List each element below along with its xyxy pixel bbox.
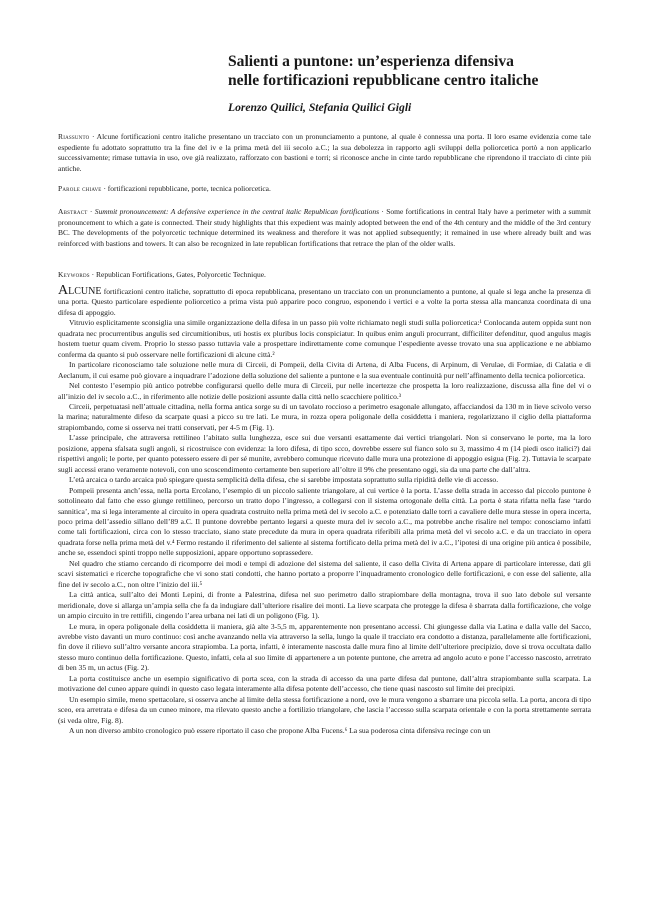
riassunto [58, 132, 591, 174]
title-line-1: Salienti a puntone: un’esperienza difensiva [228, 53, 514, 70]
paragraph-3: In particolare riconosciamo tale soluzione nelle mura di Circeii, di Pompeii, della Civita di Artena, di Alba Fucens, di Arpinum, di Verulae, di Formiae, di Calatia e di Aeclanum, il cui esame può giovare a inquadrare l’adozione della soluzione del saliente a puntone e la sua eventuale continuità pur nell’affinamento della tecnica poliorcetica. [58, 360, 591, 380]
keywords-text: · Republican Fortifications, Gates, Polyorcetic Technique. [89, 270, 266, 279]
abstract-label: Abstract [58, 207, 88, 216]
parole-chiave [58, 184, 591, 195]
authors: Lorenzo Quilici, Stefania Quilici Gigli [228, 101, 412, 114]
paragraph-11: Le mura, in opera poligonale della cosiddetta ii maniera, già alte 3-5,5 m, apparentemente non presentano accessi. Chi giungesse dalla via Latina e dalla valle del Sacco, avrebbe visto davanti un muro continuo: così anche avanzando nella via attraverso la sella, lungo la quale il tracciato era condotto a distanza, parallelamente alle fortificazioni, fin dove il rilievo sull’altro versante ancora strapiomba. La porta, infatti, è interamente nascosta dalle mura fino al limite dell’ulteriore precipizio, dove si trova occultata dallo stesso muro continuo della fortificazione. Questo, infatti, cela al suo limite di appartenere a un potente puntone, che arretra ad angolo acuto e pone l’accesso nascosto, arretrato di ben 35 m, un actus (Fig. 2). [58, 621, 591, 673]
paragraph-2: Vitruvio esplicitamente sconsiglia una simile organizzazione della difesa in un passo più volte richiamato negli studi sulla poliorcetica:¹ Conlocanda autem oppida sunt non quadrata nec procurrentibus angulis sed circumitionibus, uti hostis ex pluribus locis conspiciatur. In quibus enim anguli procurrant, difficiliter defenditur, quod angulus magis hostem tuetur quam civem. Proprio lo stesso passo tuttavia vale a prospettare indirettamente come comunque l’espediente avesse trovato una sua applicazione e ne abbiamo conferma da quanto si può osservare nelle fortificazioni di alcune città.² [58, 318, 591, 359]
article-body [58, 283, 591, 736]
keywords [58, 270, 591, 281]
paragraph-4: Nel contesto l’esempio più antico potrebbe configurarsi quello delle mura di Circeii, pur nelle incertezze che prospetta la loro realizzazione, discussa alla fine del vi o all’inizio del iv secolo a.C., in riferimento alle notizie delle posizioni assunte dalla città nello scacchiere politico.³ [58, 381, 591, 401]
paragraph-10: La città antica, sull’alto dei Monti Lepini, di fronte a Palestrina, difesa nel suo perimetro dallo strapiombare della montagna, trova il suo lato debole sul versante meridionale, dove si allarga un’ampia sella che fa da indugiare dall’ulteriore risalire dei monti. La lieve scarpata che protegge la difesa è sbarrata dalla fortificazione, che volge un ampio circuito in tre rettifili, cingendo l’area urbana nei lati di un poligono (Fig. 1). [58, 590, 591, 621]
keywords-label: Keywords [58, 270, 90, 279]
paragraph-6: L’asse principale, che attraversa rettilineo l’abitato sulla lunghezza, esce sui due versanti esattamente dai vertici triangolari. Non si conservano le porte, ma la loro posizione, appena sfalsata sugli angoli, si ricostruisce con evidenza: la loro difesa, di tipo scco, dovrebbe essere sul fianco solo su 3, massimo 4 m (14 piedi osco italici?) dai rispettivi angoli; le porte, per quanto potessero essere di per sé munite, avrebbero comunque ricevuto dalle mura una protezione di appoggio esigua (Fig. 2). Tuttavia le scarpate sugli accessi erano veramente notevoli, con uno scoscendimento certamente ben superiore all’oltre il 9% che presentano oggi, sia da una parte che dall’altra. [58, 433, 591, 474]
riassunto-text: · Alcune fortificazioni centro italiche presentano un tracciato con un pronunciamento a puntone, al quale è connessa una porta. Il loro esame evidenzia come tale espediente fu adottato soprattutto tra la fine del iv e la prima metà del iii secolo a.C.; la sua debolezza in rapporto agli sviluppi della poliorcetica portò a non applicarlo successivamente; rimase tuttavia in uso, ove già realizzato, rafforzato con bastioni e torri; si riconosce anche in cinte tardo repubblicane che riprendono il tracciato di cinte più antiche. [58, 132, 591, 173]
paragraph-8: Pompeii presenta anch’essa, nella porta Ercolano, l’esempio di un piccolo saliente triangolare, al cui vertice è la porta. L’asse della strada in accesso dal piccolo puntone è sottolineato dal fatto che esso giunge rettilineo, percorso un tratto dopo l’ingresso, a collegarsi con il sistema ortogonale della città. La porta è stata rifatta nella fase ‘tardo sannitica’, ma si lega interamente al circuito in opera quadrata costruito nella prima metà del iv secolo a.C. e potenziato dalle torri a cavaliere delle mura stesse in opera incerta, poco prima dell’assedio sillano dell’89 a.C. Il puntone dovrebbe pertanto legarsi a queste mura del iv secolo a.C., ma potrebbe anche risalire nel tempo: conosciamo infatti come tali fortificazioni, circa con lo stesso tracciato, siano state precedute da mura in opera quadrata riferibili alla prima metà del vi secolo a.C. e da un tracciato in opera quadrata forse nella prima metà del v.⁴ Fermo restando il riferimento del saliente al sistema fortificato della prima metà del iv a.C., l’ipotesi di una origine più antica è possibile, anche se, essendoci spinti troppo nelle supposizioni, appare opportuno soprassedere. [58, 485, 591, 558]
paragraph-7: L’età arcaica o tardo arcaica può spiegare questa semplicità della difesa, che si sarebbe impostata soprattutto sulla ripidità delle vie di accesso. [69, 475, 499, 485]
abstract-text: · Some fortifications in central Italy have a perimeter with a summit pronouncement to which a gate is connected. Their study highlights that this expedient was mainly adopted between the end of the 4th century and the middle of the 3rd century BC. The developments of the polyorcetic technique determined its weakness and therefore it was not applied subsequently; it remained in use where already built and was reinforced with bastions and towers. It can also be recognized in late republican fortifications that retrace the plan of the older walls. [58, 207, 592, 248]
paragraph-12: La porta costituisce anche un esempio significativo di porta scea, con la strada di accesso da una parte difesa dal puntone, dall’altra strapiombante sulla scarpata. La motivazione del cuneo appare quindi in questo caso legata interamente alla difesa potente dell’accesso, che tiene quasi nascosto sul limite dei precipizi. [58, 673, 591, 694]
parole-label: Parole chiave [58, 184, 102, 193]
abstract: Abstract · Summit pronouncement: A defensive experience in the central italic Republican fortifications · Some fortifications in central Italy have a perimeter with a summit pronouncement to which a gate is connected. Their study highlights that this expedient was mainly adopted between the end of the 4th century and the middle of the 3rd century BC. The developments of the polyorcetic technique determined its weakness and therefore it was not applied subsequently; it remained in use where already built and was reinforced with bastions and towers. It can also be recognized in late republican fortifications that retrace the plan of the older walls. [58, 207, 592, 248]
paragraph-5: Circeii, perpetuatasi nell’attuale cittadina, nella forma antica sorge su di un tavolato roccioso a perimetro esagonale allungato, affacciandosi da 130 m in lieve scivolo verso la marina; naturalmente difeso da scarpate quasi a picco su tre lati. Le mura, in rozza opera poligonale della cosiddetta i maniera, regolarizzano il ciglio della piattaforma strapiombando, come si osserva nei tratti conservati, per 4-5 m (Fig. 1). [58, 401, 591, 432]
drop-cap: Alcune [58, 283, 102, 298]
paragraph-13: Un esempio simile, meno spettacolare, si osserva anche al limite della stessa fortificazione a nord, ove le mura vengono a sbarrare una piccola sella. La porta, ancora di tipo sceo, era arretrata e difesa da un cuneo minore, ma rilevato questo anche a fortilizio triangolare, che lascia l’accesso sulla scarpata orientale e con la porta strettamente serrata (si veda oltre, Fig. 8). [58, 694, 591, 725]
parole-text: · fortificazioni repubblicane, porte, tecnica poliorcetica. [101, 184, 271, 193]
riassunto-label: Riassunto [58, 132, 90, 141]
title-line-2: nelle fortificazioni repubblicane centro italiche [228, 72, 539, 89]
article-title [228, 52, 608, 90]
paragraph-1: Alcune fortificazioni centro italiche, soprattutto di epoca repubblicana, presentano un tracciato con un pronunciamento a puntone, al quale si lega anche la presenza di una porta. Questo particolare espediente poliorcetico a prima vista può apparire poco congruo, esponendo i vertici e a volte la porta stessa alla mancanza coordinata di una difesa di appoggio. [58, 283, 591, 317]
paragraph-9: Nel quadro che stiamo cercando di ricomporre dei modi e tempi di adozione del sistema del saliente, il caso della Civita di Artena appare di particolare interesse, dati gli scavi sistematici e ricerche topografiche che vi sono stati condotti, che hanno portato a proporre l’inquadramento cronologico delle fortificazioni, e con esse del saliente, alla fine del iv secolo a.C., non oltre l’inizio del iii.⁵ [58, 558, 591, 589]
abstract-title: Summit pronouncement: A defensive experience in the central italic Republican fortifications [94, 207, 379, 216]
paragraph-14: A un non diverso ambito cronologico può essere riportato il caso che propone Alba Fucens.⁶ La sua poderosa cinta difensiva recinge con un [69, 726, 491, 736]
